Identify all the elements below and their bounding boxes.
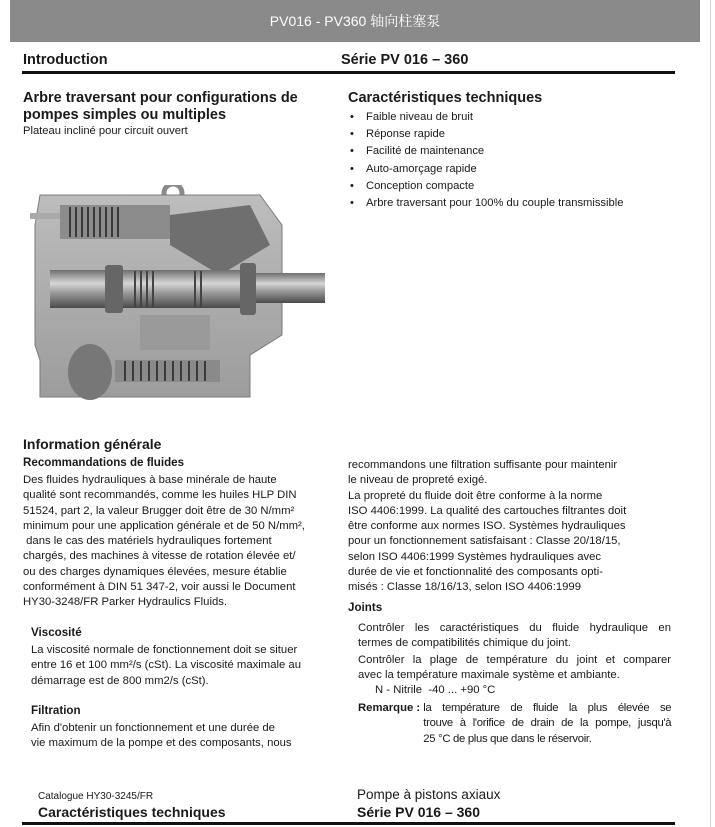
- shaft-end: [245, 273, 325, 303]
- footer-rule: [22, 822, 675, 825]
- filtration-paragraph-right: [348, 458, 668, 596]
- header-rule: [22, 71, 675, 74]
- compensator-cap: [68, 344, 112, 400]
- text-line: le niveau de propreté exigé.: [348, 474, 488, 487]
- nitrile-temp-range: N - Nitrile -40 ... +90 °C: [375, 684, 496, 697]
- text-line: Contrôler les caractéristiques du fluide hydraulique en: [358, 622, 671, 634]
- footer-series: Série PV 016 – 360: [357, 804, 480, 820]
- intro-subtitle: Plateau incliné pour circuit ouvert: [23, 125, 188, 137]
- remark: [358, 701, 672, 747]
- fluids-paragraph: [23, 473, 343, 611]
- window-title: PV016 - PV360 轴向柱塞泵: [269, 13, 441, 29]
- text-line: démarrage est de 800 mm2/s (cSt).: [31, 674, 209, 687]
- text-line: misés : Classe 18/16/13, selon ISO 4406:1999: [348, 581, 581, 594]
- section-header-right: Série PV 016 – 360: [341, 52, 469, 68]
- remark-text: [423, 701, 671, 747]
- text-line: durée de vie et fonctionnalité des composants opti-: [348, 566, 603, 579]
- intro-heading-line: pompes simples ou multiples: [23, 107, 227, 123]
- viscosity-heading: Viscosité: [31, 626, 82, 639]
- text-line: qualité sont recommandés, comme les huiles HLP DIN: [23, 489, 297, 502]
- text-line: Afin d'obtenir un fonctionnement et une durée de: [31, 722, 275, 734]
- text-line: entre 16 et 100 mm²/s (cSt). La viscosité maximale au: [31, 659, 301, 672]
- text-line: 25 °C de plus que dans le réservoir.: [423, 732, 592, 745]
- general-info-heading: Information générale: [23, 436, 162, 452]
- footer-left-title: Caractéristiques techniques: [38, 804, 226, 820]
- text-line: Contrôler la plage de température du joint et comparer: [358, 653, 671, 666]
- text-line: conformément à DIN 51 347-2, voir aussi le Document: [23, 581, 296, 594]
- filtration-paragraph-left: [31, 721, 341, 752]
- text-line: ou des charges dynamiques élevées, mesure établie: [23, 565, 287, 578]
- text-line: dans le cas des matériels hydrauliques fortement: [23, 535, 272, 548]
- viscosity-paragraph: [31, 643, 341, 689]
- text-line: vie maximum de la pompe et des composants, nous: [31, 737, 292, 750]
- text-line: La viscosité normale de fonctionnement doit se situer: [31, 644, 298, 656]
- scrollbar-track[interactable]: [710, 0, 711, 827]
- catalogue-number: Catalogue HY30-3245/FR: [38, 791, 154, 802]
- text-line: termes de compatibilités chimique du joint.: [358, 637, 571, 650]
- remark-label: Remarque :: [358, 702, 421, 714]
- text-line: 51524, part 2, la valeur Brugger doit être de 30 N/mm²: [23, 504, 295, 517]
- fluids-heading: Recommandations de fluides: [23, 456, 185, 469]
- text-line: selon ISO 4406:1999 Systèmes hydrauliques avec: [348, 550, 602, 563]
- section-header-left: Introduction: [23, 52, 108, 68]
- text-line: HY30-3248/FR Parker Hydraulics Fluids.: [23, 596, 228, 609]
- feature-item: • Faible niveau de bruit: [348, 109, 623, 126]
- text-line: être conforme aux normes ISO. Systèmes hydrauliques: [348, 520, 626, 533]
- pump-cutaway-illustration: [20, 185, 340, 405]
- text-line: avec la température maximale système et ambiante.: [358, 668, 620, 681]
- text-line: recommandons une filtration suffisante pour maintenir: [348, 459, 618, 471]
- filtration-heading: Filtration: [31, 704, 81, 717]
- features-heading: Caractéristiques techniques: [348, 90, 543, 106]
- text-line: trouve à l'orifice de drain de la pompe, jusqu'à: [423, 717, 672, 730]
- text-line: Des fluides hydrauliques à base minérale de haute: [23, 474, 277, 486]
- text-line: pour un fonctionnement satisfaisant : Classe 20/18/15,: [348, 535, 621, 548]
- text-line: La propreté du fluide doit être conforme à la norme: [348, 489, 603, 502]
- intro-heading: [23, 90, 298, 124]
- drive-shaft: [50, 270, 250, 308]
- window-title-bar: [10, 0, 700, 42]
- feature-item: • Facilité de maintenance: [348, 143, 623, 160]
- seals-paragraph: [358, 621, 671, 698]
- text-line: chargés, des machines à vitesse de rotation élevée et/: [23, 550, 296, 563]
- seals-heading: Joints: [348, 601, 383, 614]
- footer-product: Pompe à pistons axiaux: [357, 787, 501, 802]
- intro-heading-line: Arbre traversant pour configurations de: [23, 90, 298, 106]
- feature-item: • Arbre traversant pour 100% du couple transmissible: [348, 195, 623, 212]
- text-line: ISO 4406:1999. La qualité des cartouches filtrantes doit: [348, 504, 627, 517]
- text-line: minimum pour une application générale et de 50 N/mm²,: [23, 519, 305, 532]
- features-list: [348, 109, 623, 212]
- text-line: la température de fluide la plus élevée se: [423, 702, 672, 714]
- feature-item: • Auto-amorçage rapide: [348, 161, 623, 178]
- feature-item: • Réponse rapide: [348, 126, 623, 143]
- feature-item: • Conception compacte: [348, 178, 623, 195]
